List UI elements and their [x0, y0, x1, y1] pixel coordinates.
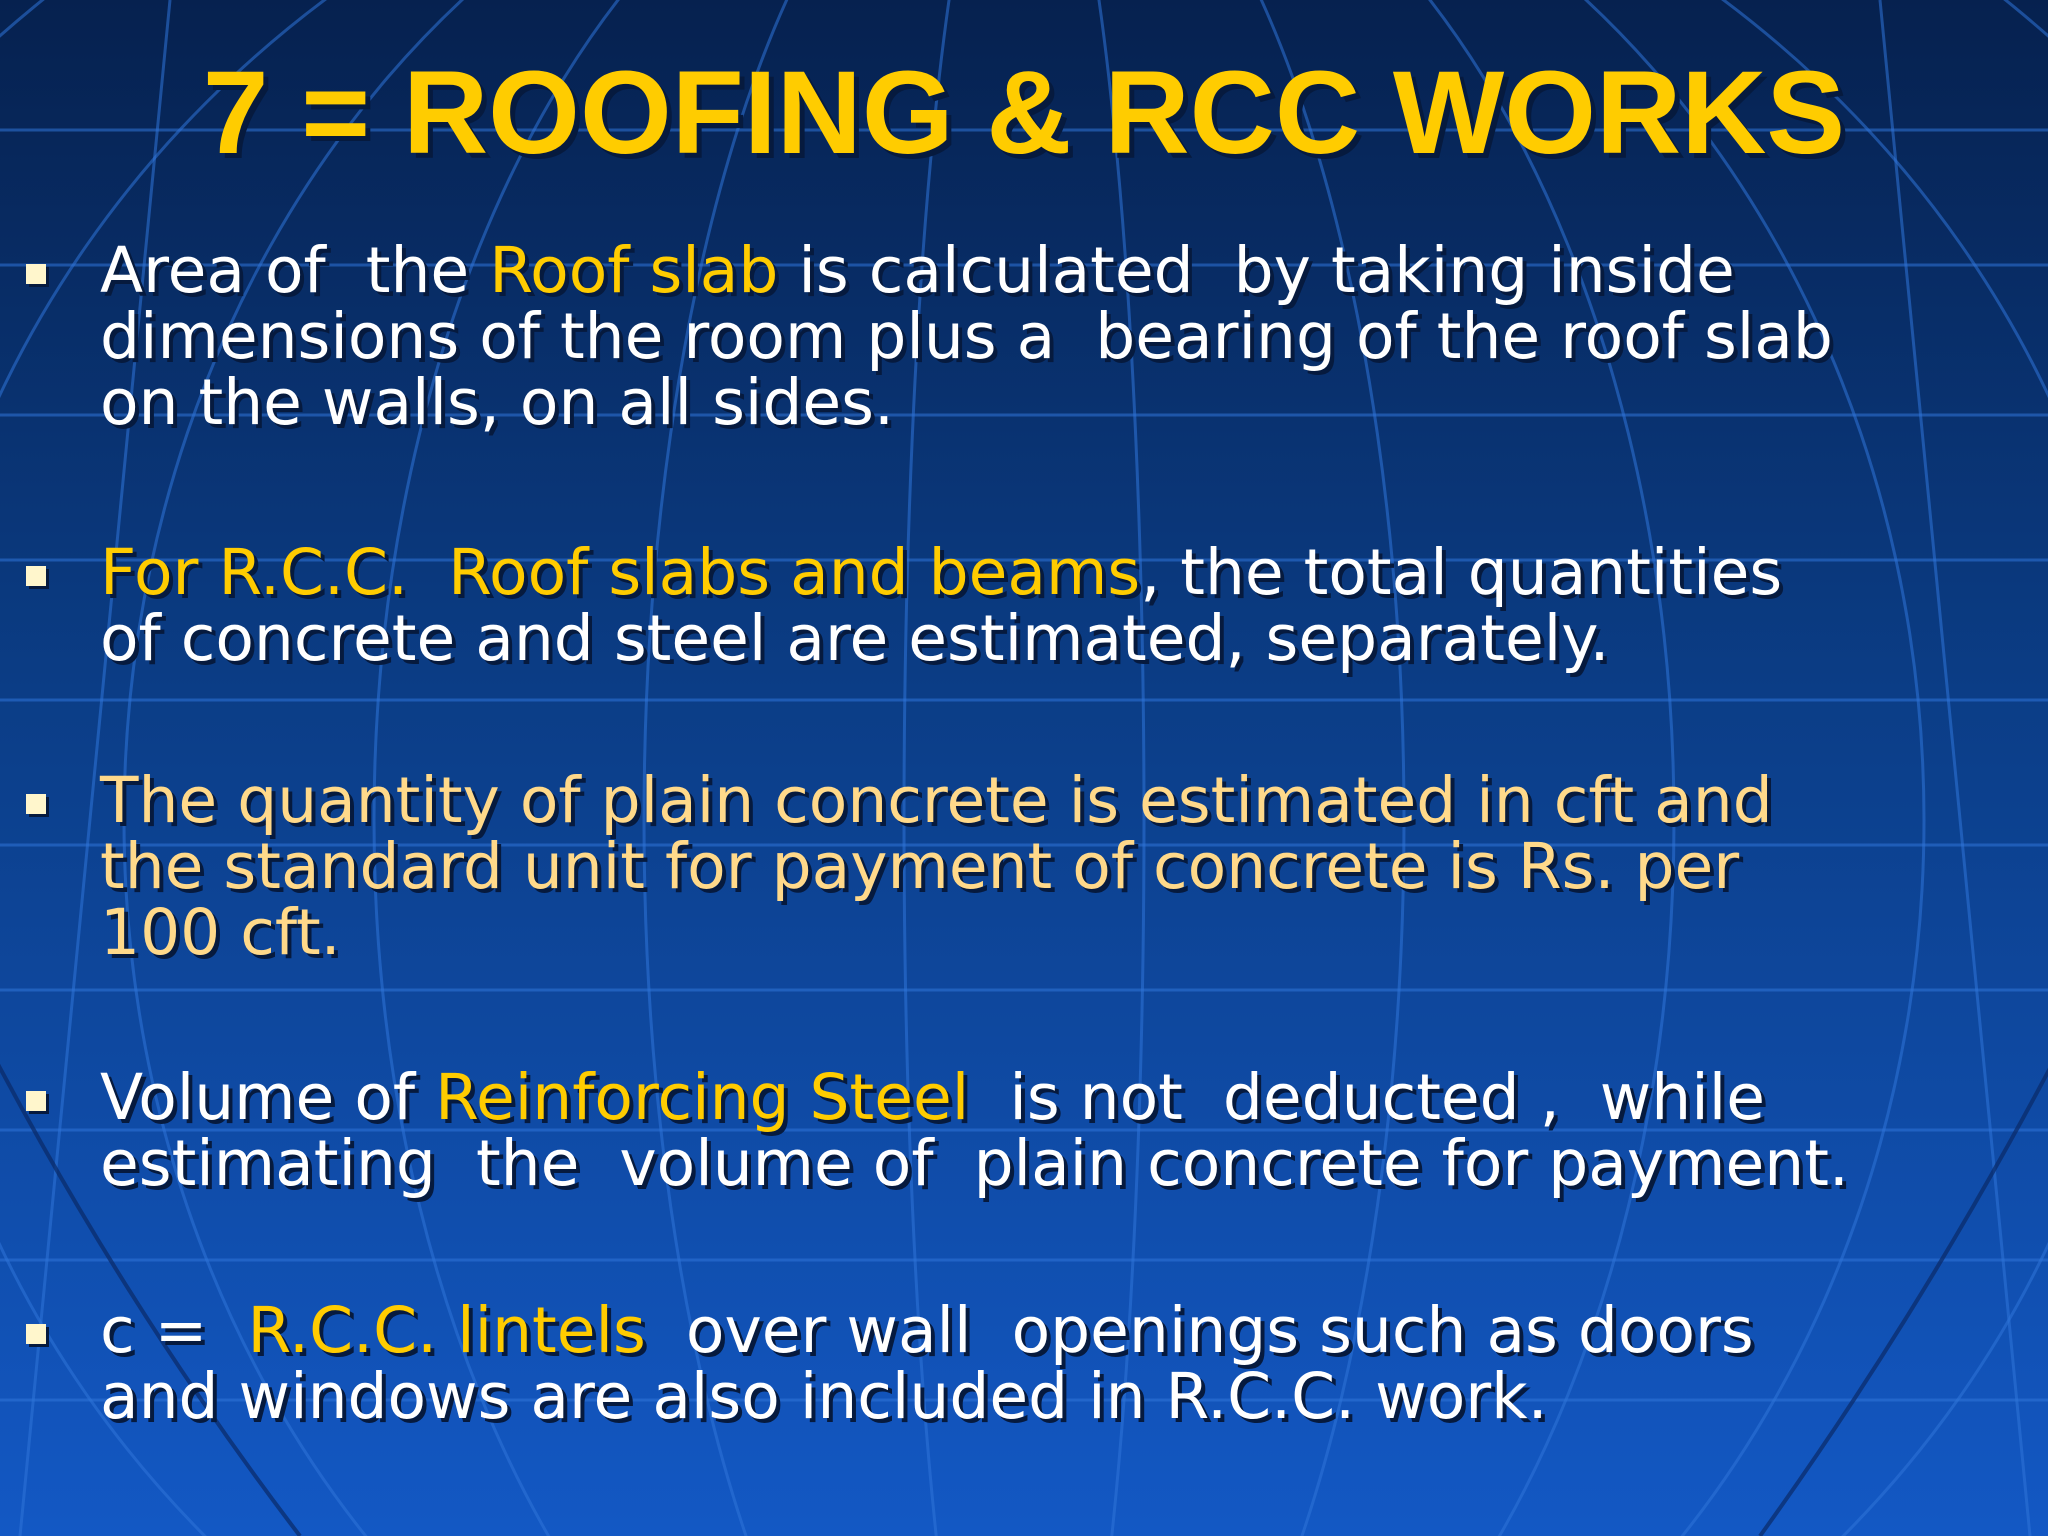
highlight-segment: 100 cft.	[100, 896, 341, 969]
slide-title: 7 = ROOFING & RCC WORKS	[202, 47, 1846, 179]
text-segment: estimating the volume of plain concrete for payment.	[100, 1127, 1849, 1200]
text-segment: , the total quantities	[1140, 536, 1783, 609]
bullet-text	[100, 234, 2020, 439]
highlight-segment: R.C.C. lintels	[247, 1294, 646, 1367]
text-segment: c =	[100, 1294, 248, 1367]
bullet-text	[100, 1294, 2020, 1433]
bullet-line	[100, 1127, 2020, 1200]
bullet-text	[100, 1061, 2020, 1200]
text-segment: of concrete and steel are estimated, separately.	[100, 602, 1610, 675]
bullet-line	[100, 764, 2020, 837]
bullet-line	[100, 1061, 2020, 1134]
text-segment: Volume of	[100, 1061, 436, 1134]
text-segment: is calculated by taking inside	[778, 234, 1735, 307]
text-segment: Area of the	[100, 234, 490, 307]
bullet-square-icon	[26, 566, 46, 586]
bullet-square-icon	[26, 1091, 46, 1111]
bullet-line	[100, 300, 2020, 373]
bullet-square-icon	[26, 794, 46, 814]
highlight-segment: the standard unit for payment of concrete is Rs. per	[100, 830, 1740, 903]
bullet-square-icon	[26, 1324, 46, 1344]
highlight-segment: The quantity of plain concrete is estimated in cft and	[100, 764, 1773, 837]
text-segment: and windows are also included in R.C.C. work.	[100, 1360, 1548, 1433]
bullet-line	[100, 1294, 2020, 1367]
bullet-line	[100, 896, 2020, 969]
bullet-line	[100, 234, 2020, 307]
text-segment: is not deducted , while	[969, 1061, 1765, 1134]
bullet-square-icon	[26, 264, 46, 284]
bullet-line	[100, 366, 2020, 439]
highlight-segment: Roof slab	[489, 234, 779, 307]
bullet-line	[100, 536, 2020, 609]
bullet-text	[100, 764, 2020, 969]
text-segment: over wall openings such as doors	[645, 1294, 1754, 1367]
bullet-text	[100, 536, 2020, 675]
bullet-line	[100, 830, 2020, 903]
bullet-line	[100, 602, 2020, 675]
bullet-line	[100, 1360, 2020, 1433]
text-segment: on the walls, on all sides.	[100, 366, 894, 439]
highlight-segment: For R.C.C. Roof slabs and beams	[100, 536, 1141, 609]
text-segment: dimensions of the room plus a bearing of the roof slab	[100, 300, 1833, 373]
highlight-segment: Reinforcing Steel	[435, 1061, 970, 1134]
